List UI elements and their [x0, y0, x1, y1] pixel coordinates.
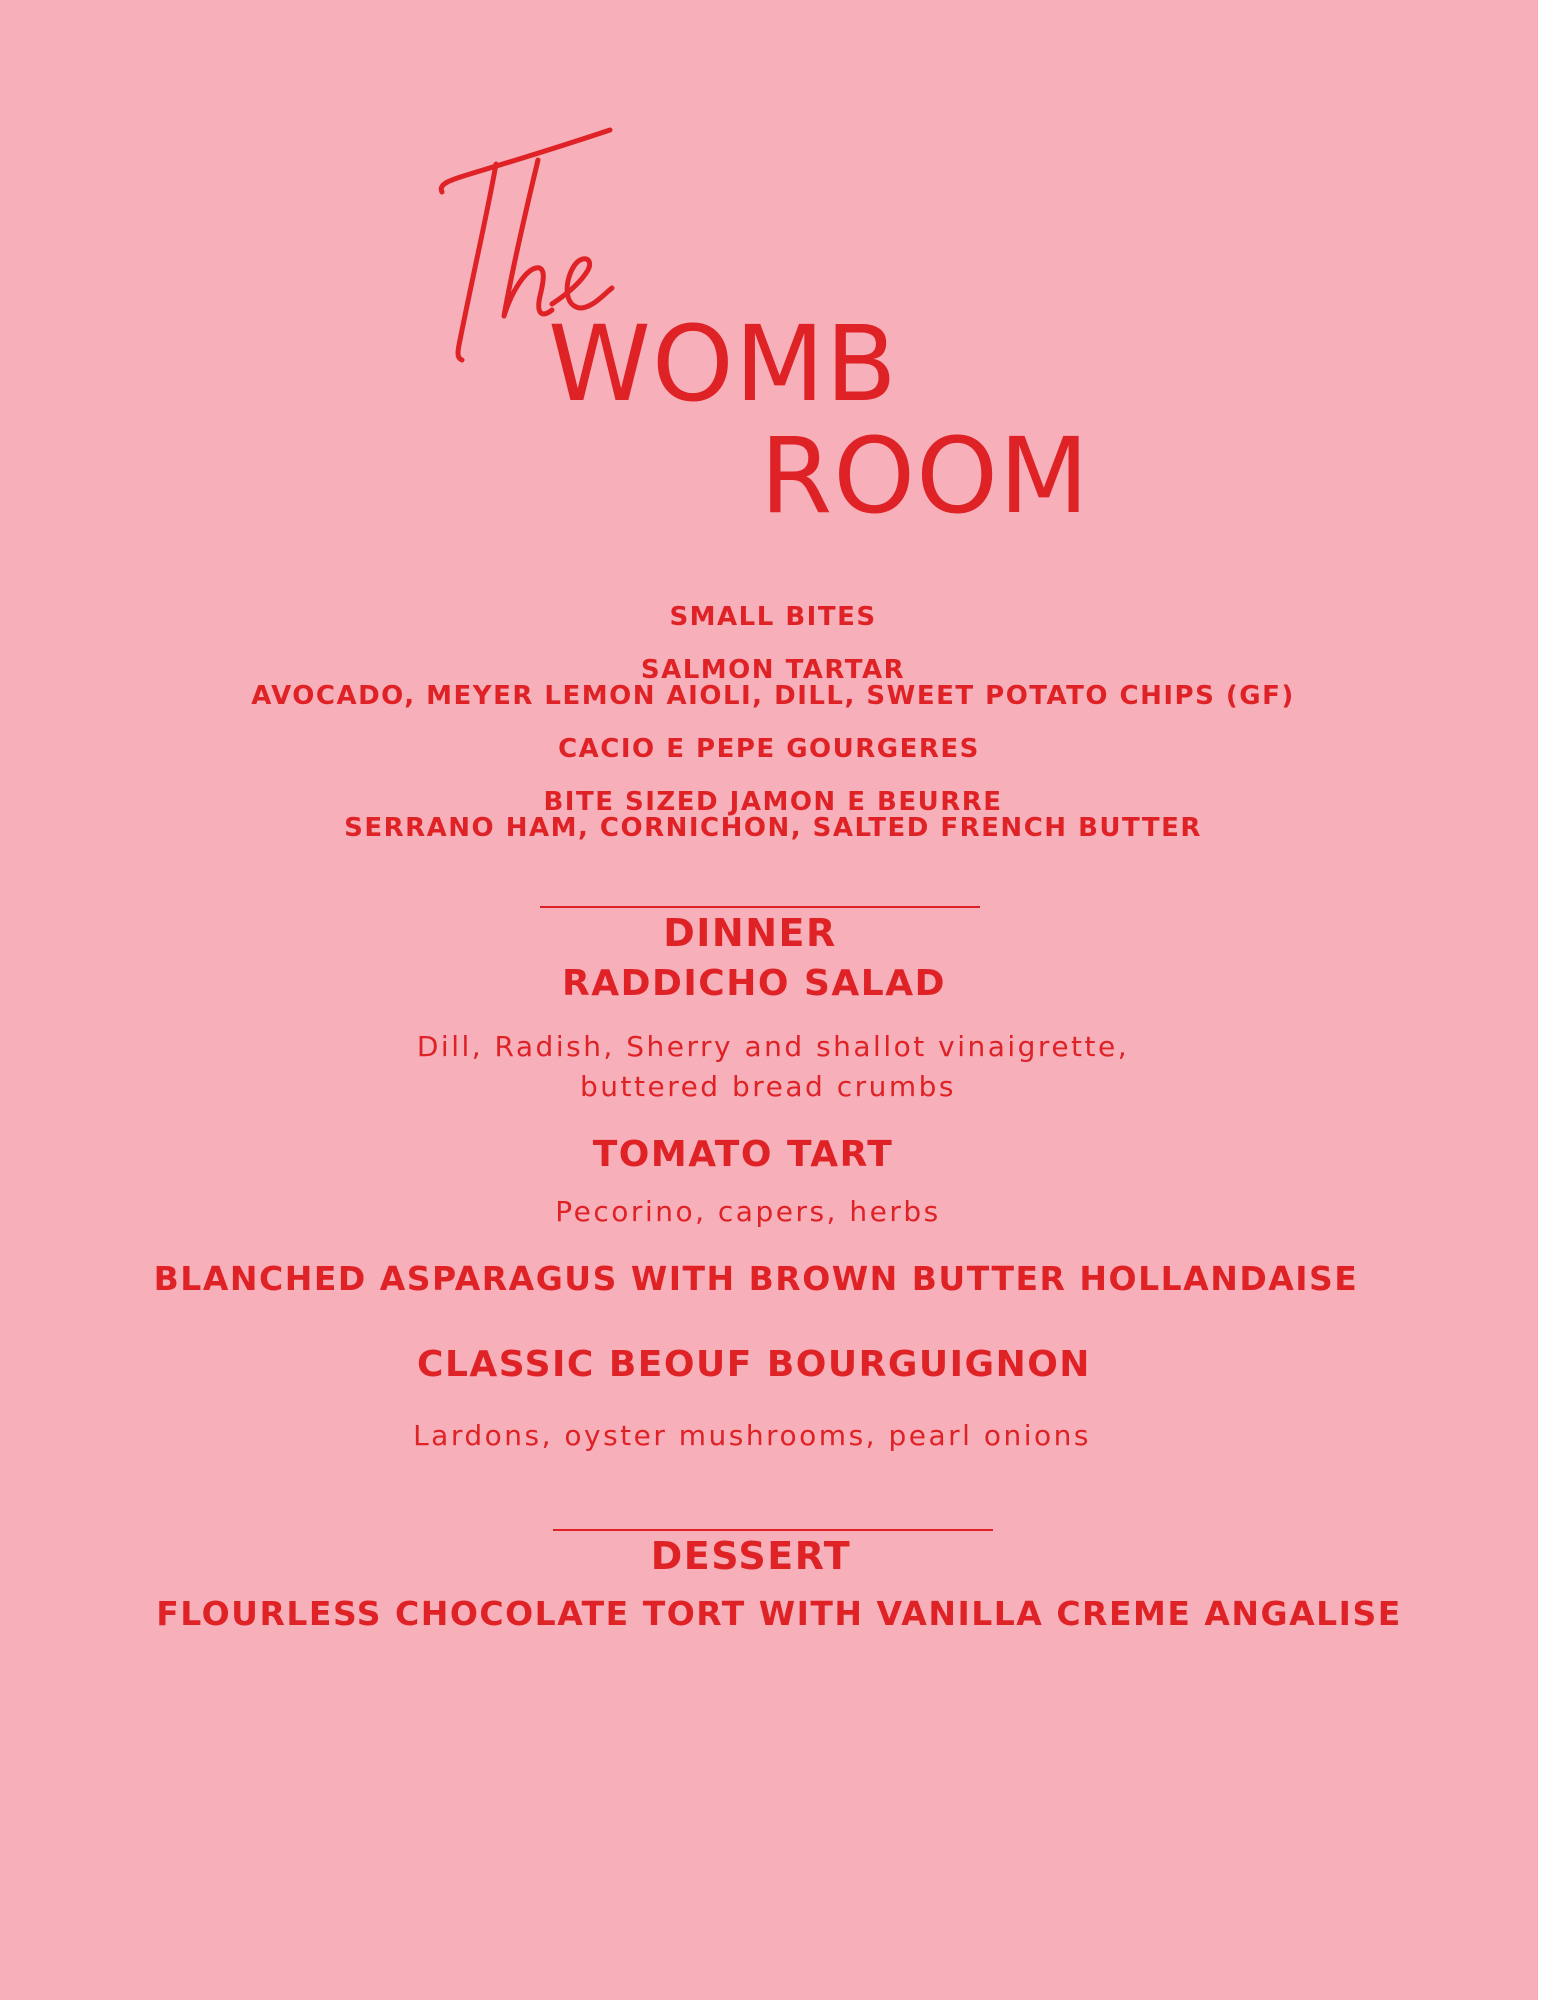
small-bite-name: CACIO E PEPE GOURGERES	[558, 734, 980, 764]
dish-name: TOMATO TART	[592, 1134, 894, 1175]
dish-name: BLANCHED ASPARAGUS WITH BROWN BUTTER HOLLANDAISE	[153, 1259, 1359, 1298]
dish-name: CLASSIC BEOUF BOURGUIGNON	[417, 1344, 1091, 1385]
small-bite-detail: SERRANO HAM, CORNICHON, SALTED FRENCH BUTTER	[344, 813, 1202, 843]
dessert-divider	[553, 1529, 993, 1531]
dinner-divider	[540, 906, 980, 908]
dish-description: buttered bread crumbs	[579, 1070, 957, 1103]
dessert-heading: DESSERT	[650, 1534, 852, 1578]
dish-description: Dill, Radish, Sherry and shallot vinaigrette,	[416, 1030, 1130, 1063]
small-bite-detail: AVOCADO, MEYER LEMON AIOLI, DILL, SWEET POTATO CHIPS (GF)	[251, 681, 1295, 711]
small-bite-name: SALMON TARTAR	[640, 655, 906, 685]
title-womb: WOMB	[548, 303, 898, 425]
dish-name: FLOURLESS CHOCOLATE TORT WITH VANILLA CREME ANGALISE	[156, 1594, 1402, 1633]
dinner-heading: DINNER	[663, 911, 837, 955]
small-bites-heading: SMALL BITES	[669, 602, 877, 632]
title-room: ROOM	[760, 415, 1090, 537]
dish-description: Pecorino, capers, herbs	[555, 1195, 941, 1228]
dish-description: Lardons, oyster mushrooms, pearl onions	[413, 1419, 1091, 1452]
dish-name: RADDICHO SALAD	[562, 963, 946, 1004]
small-bite-name: BITE SIZED JAMON E BEURRE	[543, 787, 1003, 817]
